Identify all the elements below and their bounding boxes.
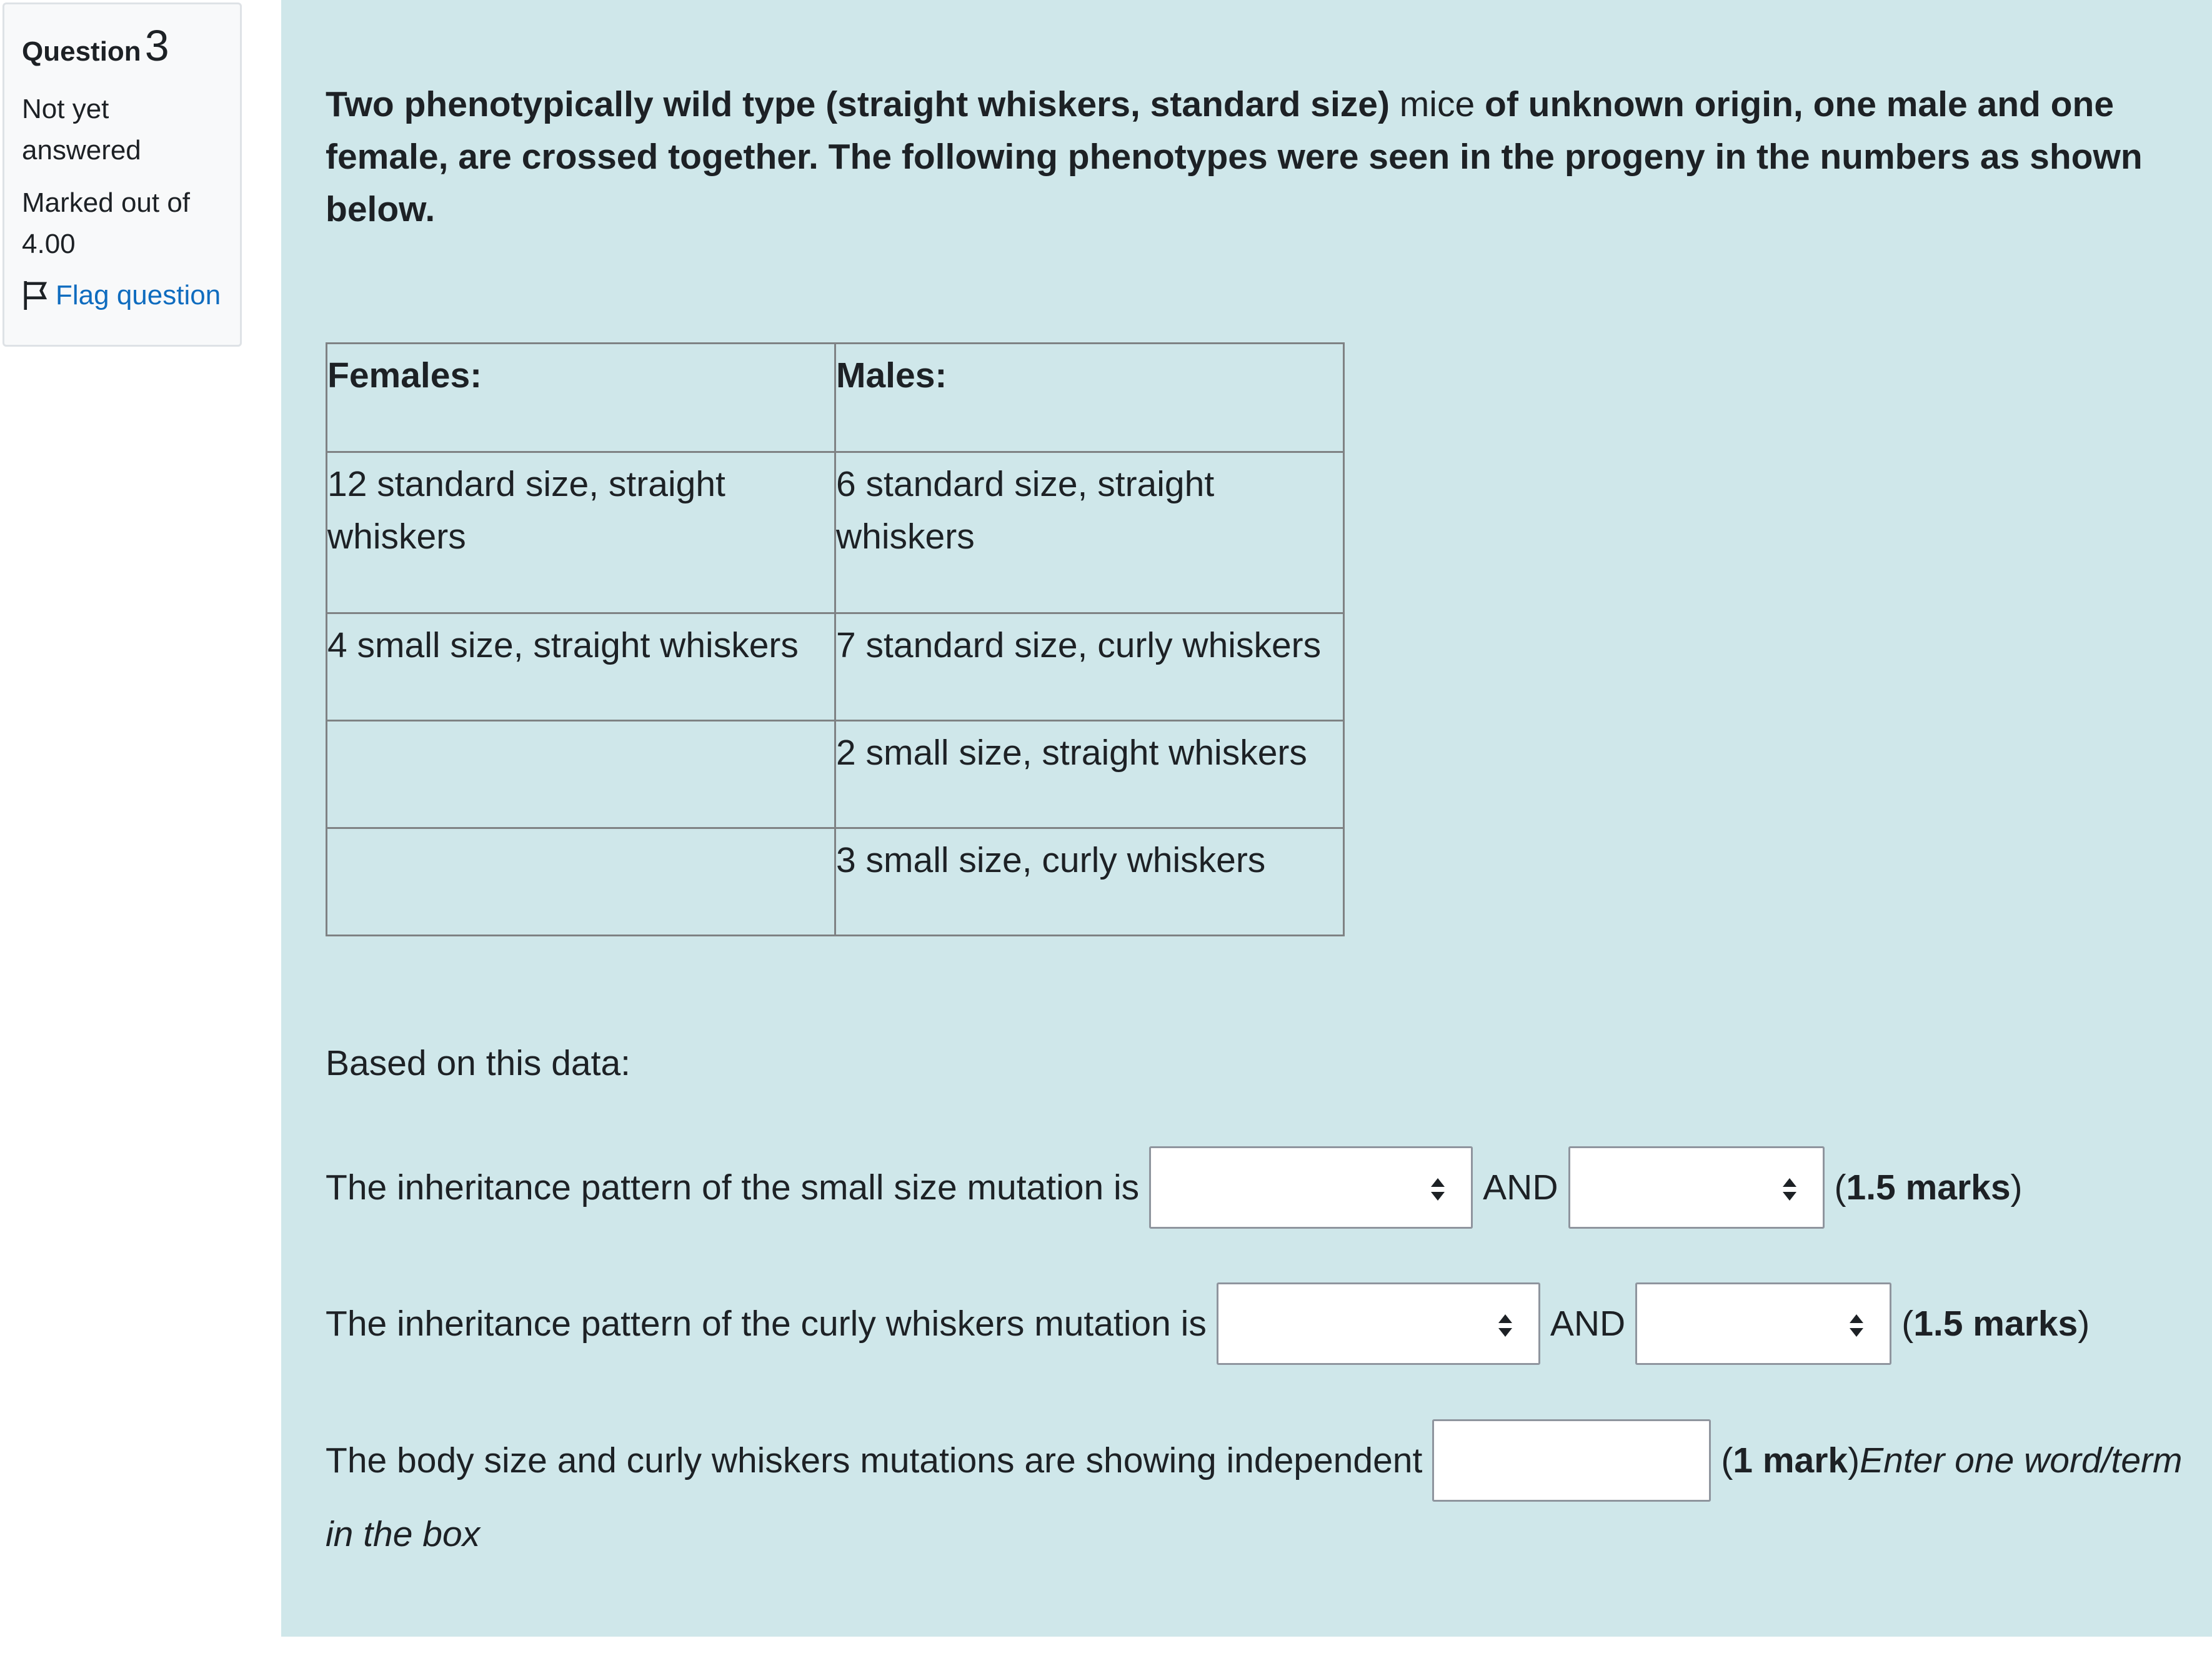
sort-arrows-icon <box>1848 1313 1865 1338</box>
instruction-text: Enter one word/term <box>1860 1440 2183 1480</box>
header-males: Males: <box>835 344 1344 452</box>
flag-outline-icon <box>22 280 51 311</box>
independent-answer-input[interactable] <box>1432 1419 1711 1502</box>
intro-bold-2: of unknown origin, one male and one female, are crossed together. The following phenotypes were seen in the progeny in the numbers as shown below. <box>326 84 2143 229</box>
table-cell: 7 standard size, curly whiskers <box>835 613 1344 721</box>
table-cell: 4 small size, straight whiskers <box>327 613 835 721</box>
table-cell <box>327 828 835 936</box>
curly-whiskers-question-text: The inheritance pattern of the curly whiskers mutation is <box>326 1304 1207 1344</box>
marks-label: (1 mark) <box>1721 1440 1860 1480</box>
table-cell <box>327 721 835 828</box>
question-info-panel <box>2 2 242 347</box>
based-on-label: Based on this data: <box>326 1043 631 1083</box>
question-status: Not yet answered <box>22 94 141 166</box>
and-label: AND <box>1483 1168 1558 1207</box>
marks-label: (1.5 marks) <box>1834 1168 2023 1207</box>
table-cell: 12 standard size, straight whiskers <box>327 452 835 613</box>
table-row <box>327 613 1344 721</box>
phenotype-table <box>326 342 1345 936</box>
small-size-question-text: The inheritance pattern of the small size mutation is <box>326 1168 1140 1207</box>
table-cell: 6 standard size, straight whiskers <box>835 452 1344 613</box>
question-content <box>281 0 2212 1637</box>
header-females: Females: <box>327 344 835 452</box>
table-header-row <box>327 344 1344 452</box>
question-label: Question <box>22 36 141 67</box>
table-cell: 3 small size, curly whiskers <box>835 828 1344 936</box>
question-number: 3 <box>144 21 169 70</box>
sort-arrows-icon <box>1430 1177 1446 1202</box>
flag-question-label: Flag question <box>56 280 221 310</box>
small-size-select-2[interactable] <box>1568 1146 1825 1229</box>
independent-question-text: The body size and curly whiskers mutations are showing independent <box>326 1440 1423 1480</box>
small-size-question <box>326 1146 2023 1229</box>
and-label: AND <box>1550 1304 1626 1344</box>
intro-plain: mice <box>1389 84 1485 124</box>
intro-bold-1: Two phenotypically wild type (straight whiskers, standard size) <box>326 84 1390 124</box>
curly-whiskers-question <box>326 1282 2090 1365</box>
sort-arrows-icon <box>1781 1177 1798 1202</box>
curly-whiskers-select-1[interactable] <box>1217 1282 1540 1365</box>
table-row <box>327 452 1344 613</box>
independent-question <box>326 1419 2183 1502</box>
question-heading <box>22 22 222 70</box>
sort-arrows-icon <box>1497 1313 1513 1338</box>
table-row <box>327 721 1344 828</box>
question-intro <box>326 78 2175 236</box>
table-cell: 2 small size, straight whiskers <box>835 721 1344 828</box>
table-row <box>327 828 1344 936</box>
curly-whiskers-select-2[interactable] <box>1635 1282 1891 1365</box>
instruction-text-continued: in the box <box>326 1514 481 1554</box>
small-size-select-1[interactable] <box>1149 1146 1473 1229</box>
flag-question-link[interactable] <box>22 280 222 311</box>
marks-label: (1.5 marks) <box>1901 1304 2090 1344</box>
question-grade: Marked out of 4.00 <box>22 187 191 259</box>
